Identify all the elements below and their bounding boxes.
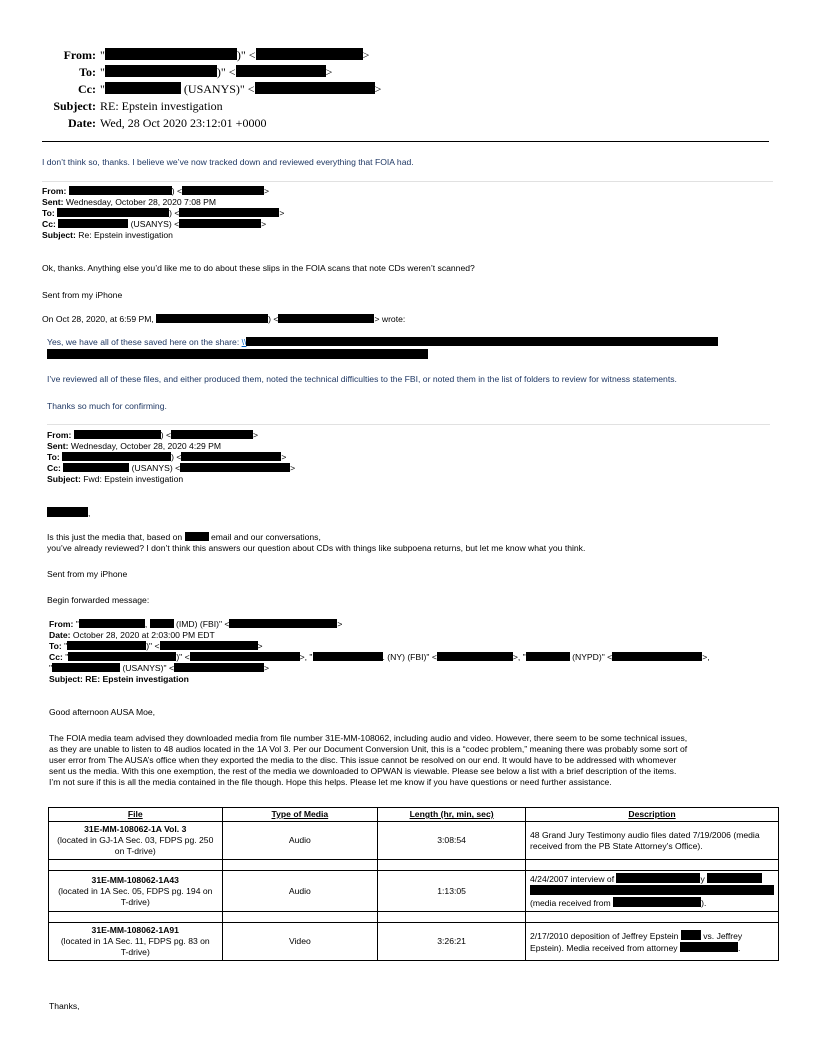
cell-type: Audio <box>222 871 378 912</box>
msg3-cc-row <box>47 463 295 474</box>
bracket: > <box>261 219 267 229</box>
body-text: email and our conversations, <box>208 532 321 542</box>
to-label: To: <box>49 641 62 651</box>
msg3-body-line1 <box>47 532 321 543</box>
date-label: Date: <box>49 630 71 640</box>
redaction <box>105 82 181 94</box>
desc-line <box>530 897 774 909</box>
desc-line <box>530 885 774 897</box>
cc-label: Cc: <box>49 652 63 662</box>
media-table <box>48 807 779 961</box>
table-spacer-row <box>49 860 779 871</box>
redaction <box>68 652 176 661</box>
redaction <box>52 663 120 672</box>
spacer-cell <box>222 912 378 923</box>
subject-value: Re: Epstein investigation <box>78 230 173 240</box>
from-mid: ) < <box>171 186 183 196</box>
quote-mark: " <box>64 641 68 651</box>
redaction <box>278 314 374 323</box>
bracket: > <box>281 452 287 462</box>
top-from-row <box>0 47 816 64</box>
closing: Thanks, <box>49 1001 80 1011</box>
quote-mark: " <box>100 48 105 62</box>
from-label: From: <box>47 430 72 440</box>
cell-type: Video <box>222 923 378 961</box>
cell-file <box>49 822 223 860</box>
bracket: > <box>290 463 296 473</box>
bracket: > <box>362 48 370 62</box>
from-label: From: <box>63 48 96 62</box>
redaction <box>256 48 363 60</box>
file-location: on T-drive) <box>114 846 156 856</box>
redaction <box>47 349 428 359</box>
header-description: Description <box>526 808 779 822</box>
cell-file <box>49 923 223 961</box>
msg3-from-row <box>47 430 295 441</box>
top-header <box>0 47 816 132</box>
file-id: 31E-MM-108062-1A43 <box>91 874 179 885</box>
quote-mark: " <box>65 652 69 662</box>
file-location: (located in 1A Sec. 05, FDPS pg. 194 on <box>58 885 213 896</box>
fwd-subject-row <box>49 674 710 685</box>
bracket: > <box>253 430 259 440</box>
bracket: > <box>374 82 382 96</box>
subject-label: Subject: <box>42 230 76 240</box>
file-location: T-drive) <box>120 896 150 907</box>
redaction <box>185 532 209 541</box>
cell-description <box>526 871 779 912</box>
spacer-cell <box>378 912 526 923</box>
redaction <box>530 885 774 895</box>
paragraph-line: I’m not sure if this is all the media contained in the file though. Hope this helps. Please let me know if you have questions or need further assistance. <box>49 777 612 787</box>
msg2-subject-row <box>42 230 284 241</box>
redaction <box>58 219 128 228</box>
fwd-cc-row <box>49 652 710 663</box>
quoted-line1 <box>47 337 718 348</box>
redaction <box>74 430 161 439</box>
spacer-cell <box>378 860 526 871</box>
bracket: > <box>264 186 270 196</box>
from-mid: (IMD) (FBI)" < <box>173 619 230 629</box>
redaction <box>179 219 261 228</box>
cell-length: 3:26:21 <box>378 923 526 961</box>
desc-line: 48 Grand Jury Testimony audio files dated 7/19/2006 (media <box>530 829 760 840</box>
cell-description <box>526 923 779 961</box>
redaction <box>63 463 129 472</box>
bracket: > <box>279 208 285 218</box>
table-header-row <box>49 808 779 822</box>
desc-text: ). <box>701 898 707 908</box>
redaction <box>69 186 172 195</box>
quote-intro <box>42 314 405 325</box>
file-id: 31E-MM-108062-1A Vol. 3 <box>84 824 187 834</box>
to-mid: ) < <box>171 452 182 462</box>
msg3-to-row <box>47 452 295 463</box>
sent-value: Wednesday, October 28, 2020 7:08 PM <box>65 197 217 207</box>
cc-mid: )" < <box>176 652 190 662</box>
table-row <box>49 871 779 912</box>
quote-mark: " <box>75 619 79 629</box>
redaction <box>179 208 279 217</box>
redaction <box>174 663 264 672</box>
top-date-row <box>0 115 816 132</box>
redaction <box>57 208 169 217</box>
spacer-cell <box>526 860 779 871</box>
to-label: To: <box>47 452 60 462</box>
cell-length: 1:13:05 <box>378 871 526 912</box>
file-id: 31E-MM-108062-1A91 <box>91 925 179 935</box>
msg2-to-row <box>42 208 284 219</box>
desc-text: (media received from <box>530 898 614 908</box>
spacer-cell <box>49 912 223 923</box>
table-spacer-row <box>49 912 779 923</box>
divider <box>47 424 770 425</box>
top-to-row <box>0 64 816 81</box>
spacer-cell <box>49 860 223 871</box>
redaction <box>255 82 375 94</box>
paragraph-line: user error from The AUSA’s office when they exported the media to the disc. This issue cannot be resolved on our end. It would have to be addressed with whomever <box>49 755 677 765</box>
body-text: Is this just the media that, based on <box>47 532 185 542</box>
file-location: (located in 1A Sec. 11, FDPS pg. 83 on <box>60 936 210 946</box>
desc-text: vs. Jeffrey <box>700 930 743 941</box>
sent-label: Sent: <box>47 441 69 451</box>
subject-value: RE: Epstein investigation <box>85 674 189 684</box>
quote-mark: " <box>49 663 53 673</box>
cc-end: >, <box>702 652 710 662</box>
cc-mid: (USANYS) < <box>128 219 180 229</box>
redaction <box>181 452 281 461</box>
comma: , <box>88 508 91 518</box>
top-cc-row <box>0 81 816 98</box>
file-location: (located in GJ-1A Sec. 03, FDPS pg. 250 <box>57 835 214 845</box>
desc-text: 2/17/2010 deposition of Jeffrey Epstein <box>530 930 681 941</box>
from-label: From: <box>49 619 74 629</box>
redaction <box>180 463 290 472</box>
redaction <box>229 619 337 628</box>
sent-value: Wednesday, October 28, 2020 4:29 PM <box>70 441 222 451</box>
sent-label: Sent: <box>42 197 64 207</box>
msg3-signature: Sent from my iPhone <box>47 569 128 579</box>
forwarded-label: Begin forwarded message: <box>47 595 150 605</box>
quote-mark: " <box>100 65 105 79</box>
quoted-line2: I’ve reviewed all of these files, and either produced them, noted the technical difficulties to the FBI, or noted them in the list of folders to review for witness statements. <box>47 374 677 384</box>
cc-label: Cc: <box>78 82 96 96</box>
table-row <box>49 822 779 860</box>
to-mid: )" < <box>146 641 160 651</box>
spacer-cell <box>526 912 779 923</box>
bracket: > <box>263 663 270 673</box>
bracket: > <box>257 641 263 651</box>
msg2-header <box>42 186 284 241</box>
desc-text: . <box>737 942 741 953</box>
fwd-greeting: Good afternoon AUSA Moe, <box>49 707 156 717</box>
cell-description <box>526 822 779 860</box>
to-mid: ) < <box>169 208 180 218</box>
cell-type: Audio <box>222 822 378 860</box>
header-file: File <box>49 808 223 822</box>
quote-intro-suffix: > wrote: <box>374 314 406 324</box>
paragraph-line: as they are unable to listen to 48 audios located in the 1A Vol 3. Per our Document Conversion Unit, this is a “codec problem,” meaning there was probably some sort of <box>49 744 688 754</box>
fwd-date-row <box>49 630 710 641</box>
cc-mid: (USANYS)" < <box>120 663 174 673</box>
redaction <box>182 186 264 195</box>
msg2-body: Ok, thanks. Anything else you’d like me to do about these slips in the FOIA scans that note CDs weren’t scanned? <box>42 263 475 273</box>
redaction <box>613 897 701 907</box>
reply-body: I don’t think so, thanks. I believe we’ve now tracked down and reviewed everything that FOIA had. <box>42 157 414 167</box>
file-location: T-drive) <box>120 947 150 957</box>
fwd-paragraph <box>49 733 687 788</box>
fwd-to-row <box>49 641 710 652</box>
redaction <box>150 619 174 628</box>
subject-label: Subject: <box>49 674 83 684</box>
paragraph-line: sent us the media. With this one exemption, the rest of the media we downloaded to OPWAN is viewable. Please see below a list with a brief description of the items. <box>49 766 677 776</box>
cell-file <box>49 871 223 912</box>
comma: , <box>144 619 150 629</box>
header-type: Type of Media <box>222 808 378 822</box>
subject-value: RE: Epstein investigation <box>100 99 223 113</box>
msg2-sent-row <box>42 197 284 208</box>
desc-text: 4/24/2007 interview of <box>530 874 617 884</box>
cc-mid: (NYPD)" < <box>569 652 613 662</box>
redaction <box>62 452 171 461</box>
desc-line <box>530 942 774 954</box>
spacer-cell <box>222 860 378 871</box>
to-mid: )" < <box>216 65 236 79</box>
msg2-from-row <box>42 186 284 197</box>
msg3-header <box>47 430 295 485</box>
msg2-cc-row <box>42 219 284 230</box>
cell-length: 3:08:54 <box>378 822 526 860</box>
quoted-line1-cont <box>47 349 428 361</box>
subject-value: Fwd: Epstein investigation <box>83 474 184 484</box>
to-label: To: <box>79 65 96 79</box>
bracket: > <box>325 65 333 79</box>
cc-label: Cc: <box>42 219 56 229</box>
fwd-header <box>49 619 710 685</box>
redaction <box>680 942 741 953</box>
subject-label: Subject: <box>53 99 96 113</box>
desc-text: y <box>700 874 708 884</box>
cc-value <box>100 81 381 98</box>
bracket: > <box>337 619 343 629</box>
redaction <box>160 641 258 650</box>
redaction <box>105 65 217 77</box>
redaction <box>171 430 253 439</box>
to-label: To: <box>42 208 55 218</box>
cc-mid: (USANYS)" < <box>180 82 255 96</box>
subject-label: Subject: <box>47 474 81 484</box>
redaction <box>681 930 701 940</box>
redaction <box>437 652 513 661</box>
redaction <box>105 48 237 60</box>
date-value: October 28, 2020 at 2:03:00 PM EDT <box>72 630 215 640</box>
fwd-cc-row2 <box>49 663 710 674</box>
msg3-body-line2: you’ve already reviewed? I don’t think this answers our question about CDs with things like subpoena returns, but let me know what you think. <box>47 543 586 553</box>
share-link[interactable]: \\ <box>241 337 247 347</box>
redaction <box>526 652 570 661</box>
redaction <box>616 873 700 883</box>
redaction <box>612 652 702 661</box>
quote-mark: " <box>100 82 105 96</box>
quote-intro-mid: ) < <box>268 314 279 324</box>
desc-line <box>530 873 774 885</box>
redaction <box>236 65 326 77</box>
redaction <box>79 619 145 628</box>
desc-text: Epstein). Media received from attorney <box>530 942 680 953</box>
header-length: Length (hr, min, sec) <box>378 808 526 822</box>
table-row <box>49 923 779 961</box>
cc-sep: >, " <box>299 652 313 662</box>
date-value: Wed, 28 Oct 2020 23:12:01 +0000 <box>100 116 267 130</box>
desc-line <box>530 930 774 942</box>
cc-sep: >, " <box>512 652 526 662</box>
to-value <box>100 64 332 81</box>
redaction <box>156 314 268 323</box>
header-divider <box>42 141 769 142</box>
from-value <box>100 47 369 64</box>
date-label: Date: <box>68 116 96 130</box>
from-label: From: <box>42 186 67 196</box>
msg3-subject-row <box>47 474 295 485</box>
quote-intro-prefix: On Oct 28, 2020, at 6:59 PM, <box>42 314 157 324</box>
redaction <box>47 507 91 518</box>
msg3-sent-row <box>47 441 295 452</box>
from-mid: ) < <box>160 430 172 440</box>
quoted-text: Yes, we have all of these saved here on the share: <box>47 337 242 347</box>
paragraph-line: The FOIA media team advised they downloaded media from file number 31E-MM-108062, including audio and video. However, there seem to be some technical issues, <box>49 733 688 743</box>
quoted-line3: Thanks so much for confirming. <box>47 401 167 411</box>
cc-label: Cc: <box>47 463 61 473</box>
divider <box>42 181 773 182</box>
top-subject-row <box>0 98 816 115</box>
fwd-from-row <box>49 619 710 630</box>
desc-line: received from the PB State Attorney’s Office). <box>530 840 703 851</box>
msg2-signature: Sent from my iPhone <box>42 290 123 300</box>
redaction <box>190 652 300 661</box>
redaction <box>67 641 146 650</box>
cc-mid: . (NY) (FBI)" < <box>382 652 437 662</box>
redaction <box>246 337 718 346</box>
cc-mid: (USANYS) < <box>129 463 181 473</box>
redaction <box>707 873 762 883</box>
msg3-greeting <box>47 507 90 519</box>
from-mid: )" < <box>236 48 256 62</box>
redaction <box>313 652 383 661</box>
